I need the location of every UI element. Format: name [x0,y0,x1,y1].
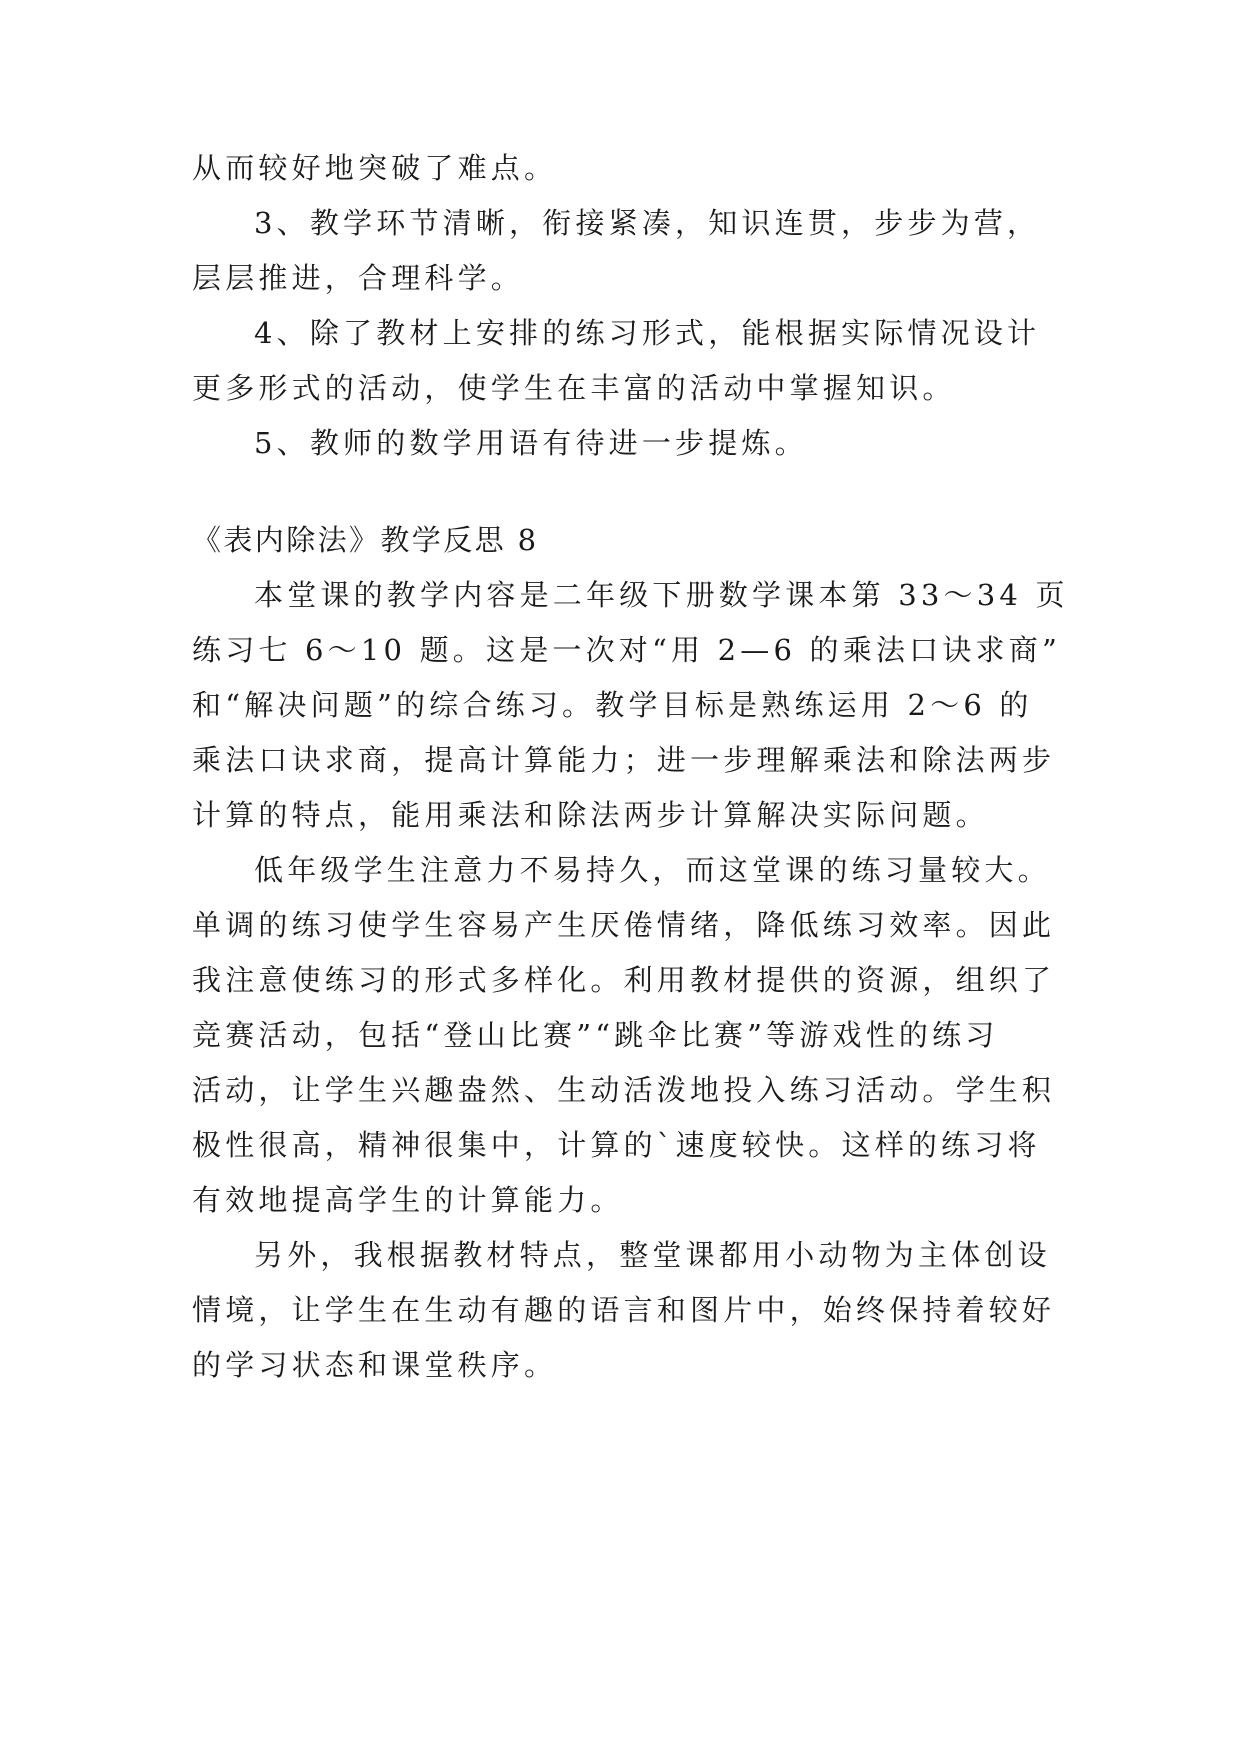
text-line: 的学习状态和课堂秩序。 [192,1348,558,1382]
text-line: 本堂课的教学内容是二年级下册数学课本第 33～34 页 [254,578,1069,612]
text-line: 有效地提高学生的计算能力。 [192,1183,624,1217]
text-line: 情境，让学生在生动有趣的语言和图片中，始终保持着较好 [192,1293,1056,1327]
text-line: 更多形式的活动，使学生在丰富的活动中掌握知识。 [192,371,956,405]
section-title: 《表内除法》教学反思 8 [192,523,539,557]
text-line: 我注意使练习的形式多样化。利用教材提供的资源，组织了 [192,963,1056,997]
text-line: 4、除了教材上安排的练习形式，能根据实际情况设计 [254,316,1041,350]
text-line: 从而较好地突破了难点。 [192,151,558,185]
text-line: 乘法口诀求商，提高计算能力；进一步理解乘法和除法两步 [192,743,1056,777]
text-line: 单调的练习使学生容易产生厌倦情绪，降低练习效率。因此 [192,908,1056,942]
text-line: 5、教师的数学用语有待进一步提炼。 [254,426,808,460]
text-line: 极性很高，精神很集中，计算的`速度较快。这样的练习将 [192,1128,1041,1162]
text-line: 3、教学环节清晰，衔接紧凑，知识连贯，步步为营， [254,206,1041,240]
text-line: 计算的特点，能用乘法和除法两步计算解决实际问题。 [192,798,989,832]
text-line: 练习七 6～10 题。这是一次对“用 2—6 的乘法口诀求商” [192,633,1061,667]
text-line: 竞赛活动，包括“登山比赛”“跳伞比赛”等游戏性的练习 [192,1018,999,1052]
text-line: 和“解决问题”的综合练习。教学目标是熟练运用 2～6 的 [192,688,1033,722]
text-line: 层层推进，合理科学。 [192,261,525,295]
text-line: 另外，我根据教材特点，整堂课都用小动物为主体创设 [254,1238,1051,1272]
text-line: 低年级学生注意力不易持久，而这堂课的练习量较大。 [254,853,1051,887]
text-line: 活动，让学生兴趣盎然、生动活泼地投入练习活动。学生积 [192,1073,1056,1107]
